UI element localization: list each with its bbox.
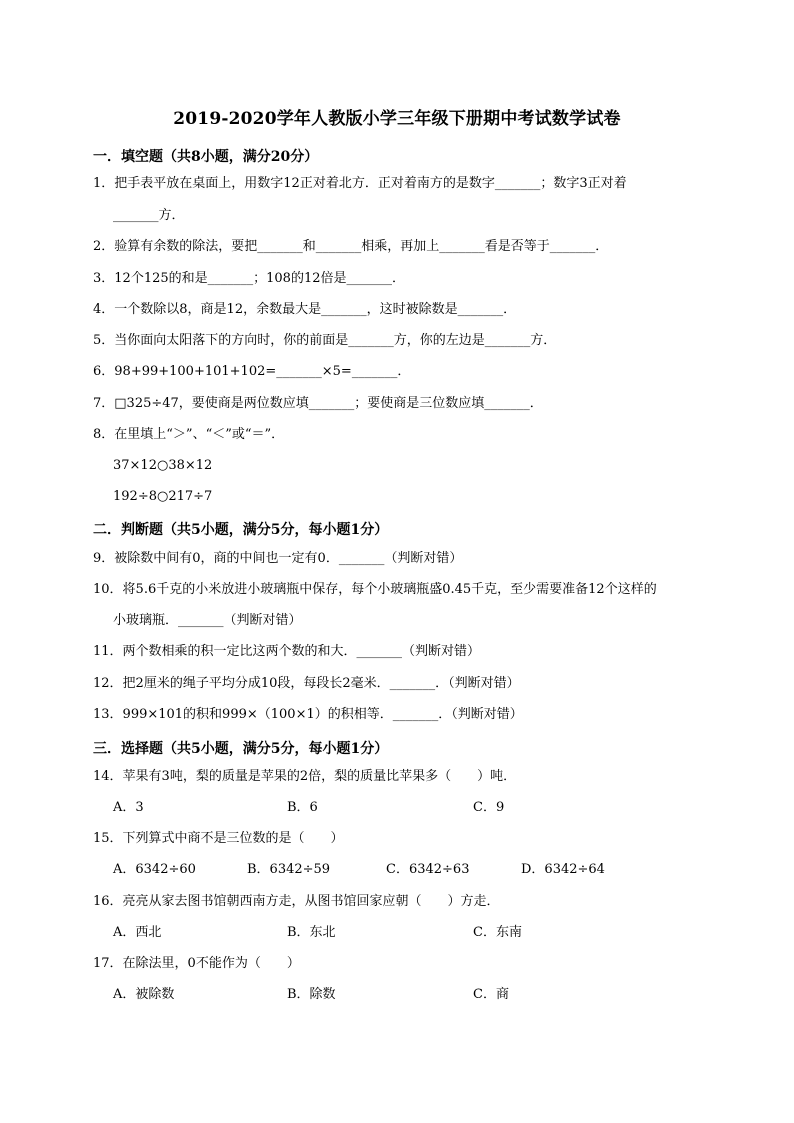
question-17-option-a: A．被除数 [113,987,175,1002]
question-7: 7．□325÷47，要使商是两位数应填_______；要使商是三位数应填_______． [93,396,543,411]
question-16-option-c: C．东南 [473,925,522,940]
question-9: 9．被除数中间有0，商的中间也一定有0．_______（判断对错） [93,551,463,566]
question-2: 2．验算有余数的除法，要把_______和_______相乘，再加上_______看是否等于_______． [93,239,609,254]
question-15: 15．下列算式中商不是三位数的是（ ） [93,831,344,846]
question-17-option-b: B．除数 [287,987,336,1002]
question-15-option-c: C．6342÷63 [386,862,470,877]
question-15-option-d: D．6342÷64 [521,862,605,877]
section-fill-in: 一．填空题（共8小题，满分20分） [93,149,319,165]
question-6: 6．98+99+100+101+102=_______×5=_______． [93,364,411,379]
question-14-option-c: C．9 [473,800,505,815]
section-judgement: 二．判断题（共5小题，满分5分，每小题1分） [93,522,389,538]
question-1-cont: _______方． [113,208,185,223]
question-17: 17．在除法里，0不能作为（ ） [93,956,300,971]
question-8: 8．在里填上“＞”、“＜”或“＝”． [93,427,285,442]
page-title: 2019-2020学年人教版小学三年级下册期中考试数学试卷 [173,109,621,129]
question-15-option-a: A．6342÷60 [113,862,196,877]
question-1: 1．把手表平放在桌面上，用数字12正对着北方．正对着南方的是数字_______；数字3正对着 [93,176,627,191]
question-11: 11．两个数相乘的积一定比这两个数的和大．_______（判断对错） [93,644,481,659]
question-16: 16．亮亮从家去图书馆朝西南方走，从图书馆回家应朝（ ）方走． [93,894,500,909]
question-15-option-b: B．6342÷59 [247,862,331,877]
question-3: 3．12个125的和是_______；108的12倍是_______． [93,271,405,286]
question-14: 14．苹果有3吨，梨的质量是苹果的2倍，梨的质量比苹果多（ ）吨． [93,769,517,784]
question-17-option-c: C．商 [473,987,509,1002]
question-8-item-2: 192÷8○217÷7 [113,489,213,504]
question-14-option-a: A．3 [113,800,144,815]
section-choice: 三．选择题（共5小题，满分5分，每小题1分） [93,741,389,757]
question-13: 13．999×101的积和999×（100×1）的积相等．_______．（判断对错） [93,707,523,722]
question-10-cont: 小玻璃瓶．_______（判断对错） [113,613,302,628]
question-14-option-b: B．6 [287,800,318,815]
question-12: 12．把2厘米的绳子平均分成10段，每段长2毫米．_______．（判断对错） [93,676,520,691]
question-5: 5．当你面向太阳落下的方向时，你的前面是_______方，你的左边是_______方． [93,333,557,348]
question-8-item-1: 37×12○38×12 [113,458,213,473]
question-16-option-b: B．东北 [287,925,336,940]
question-10: 10．将5.6千克的小米放进小玻璃瓶中保存，每个小玻璃瓶盛0.45千克，至少需要准备12个这样的 [93,582,657,597]
question-4: 4．一个数除以8，商是12，余数最大是_______，这时被除数是_______． [93,302,517,317]
question-16-option-a: A．西北 [113,925,162,940]
